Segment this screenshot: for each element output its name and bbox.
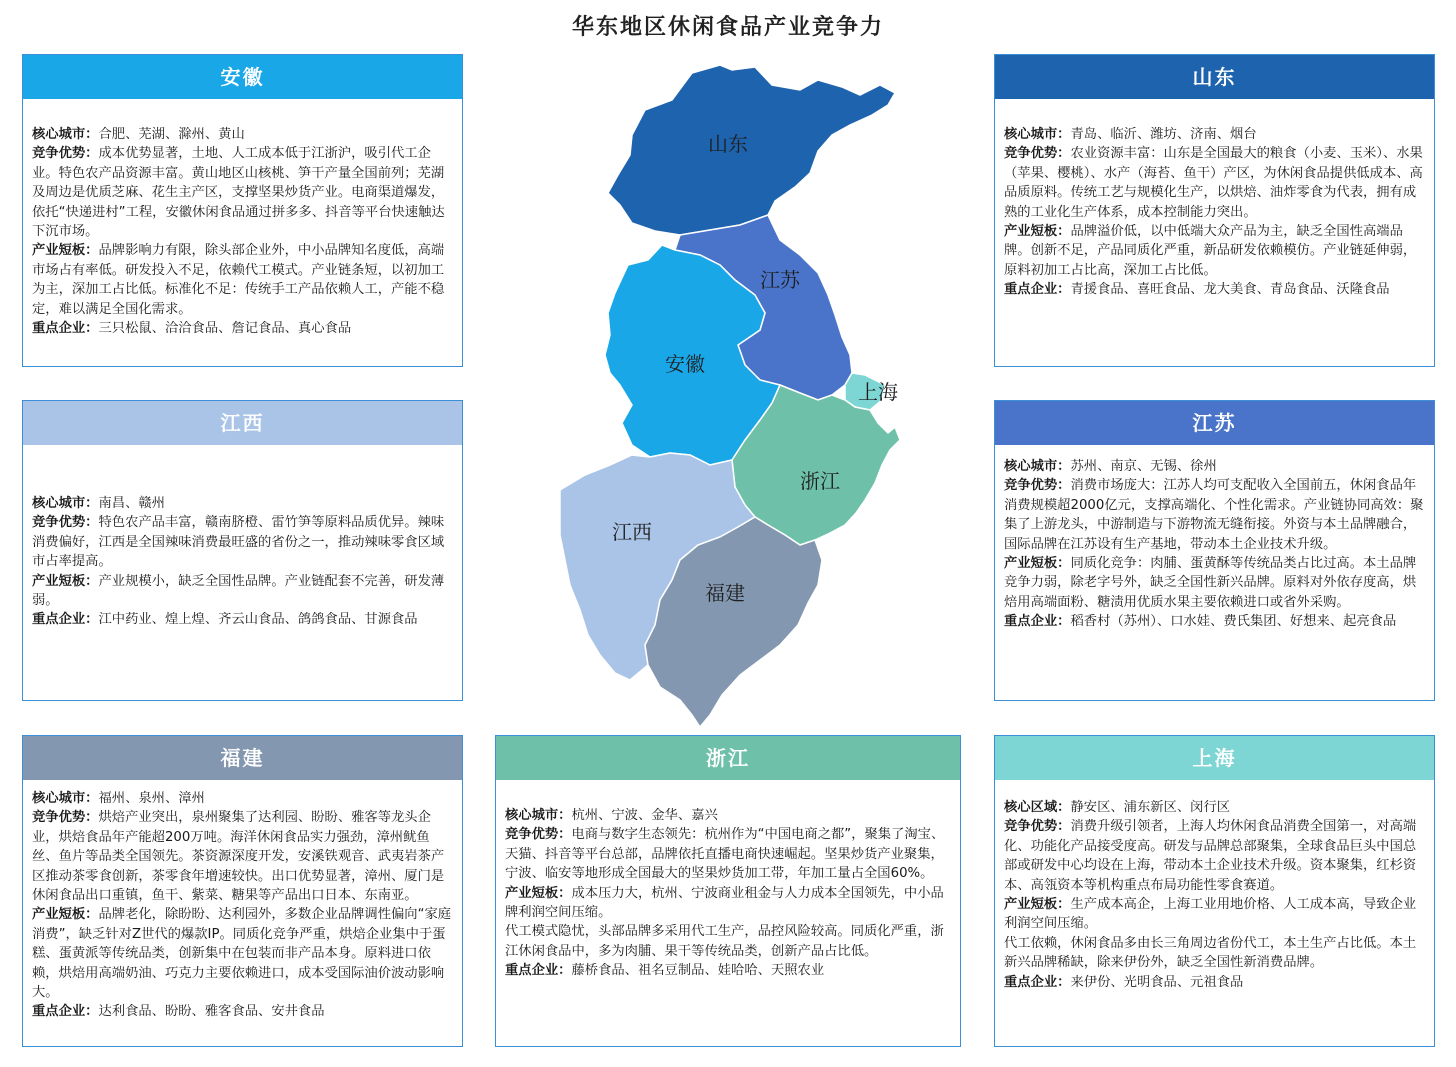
map-label-zhejiang: 浙江: [800, 469, 840, 493]
panel-anhui-header: 安徽: [23, 55, 462, 99]
weakness-text: 成本压力大，杭州、宁波商业租金与人力成本全国领先，中小品牌利润空间压缩。: [505, 885, 944, 921]
panel-shanghai-body: [995, 780, 1434, 992]
panel-zhejiang: [495, 735, 961, 1047]
core-city-label: 核心城市：: [1004, 459, 1071, 474]
advantage-label: 竞争优势：: [32, 810, 99, 826]
advantage-text: 农业资源丰富：山东是全国最大的粮食（小麦、玉米）、水果（苹果、樱桃）、水产（海苔、鱼干）产区，为休闲食品提供低成本、高品质原料。传统工艺与规模化生产，以烘焙、油炸零食为代表，拥有成熟的工业化生产体系，成本控制能力突出。: [1004, 146, 1423, 220]
panel-jiangsu-body: [995, 445, 1434, 632]
weakness-label: 产业短板：: [32, 907, 99, 923]
advantage-text: 成本优势显著，土地、人工成本低于江浙沪，吸引代工企业。特色农产品资源丰富。黄山地区山核桃、笋干产量全国前列；芜湖及周边是优质芝麻、花生主产区，支撑坚果炒货产业。电商渠道爆发，依托“快递进村”工程，安徽休闲食品通过拼多多、抖音等平台快速触达下沉市场。: [32, 146, 445, 240]
weakness-text: 品牌老化，除盼盼、达利园外，多数企业品牌调性偏向“家庭消费”，缺乏针对Z世代的爆款IP。同质化竞争严重，烘焙企业集中于蛋糕、蛋黄派等传统品类，创新集中在包装而非产品本身。原料进口依赖，烘焙用高端奶油、巧克力主要依赖进口，成本受国际油价波动影响大。: [32, 907, 452, 1001]
advantage-text: 特色农产品丰富，赣南脐橙、雷竹笋等原料品质优异。辣味消费偏好，江西是全国辣味消费最旺盛的省份之一，推动辣味零食区域市占率提高。: [32, 515, 445, 570]
advantage-text: 电商与数字生态领先：杭州作为“中国电商之都”，聚集了淘宝、天猫、抖音等平台总部，品牌依托直播电商快速崛起。坚果炒货产业聚集，宁波、临安等地形成全国最大的坚果炒货加工带，年加工量占全国60%。: [505, 827, 945, 882]
panel-shandong-body: [995, 99, 1434, 300]
enterprise-text: 青援食品、喜旺食品、龙大美食、青岛食品、沃隆食品: [1070, 282, 1390, 298]
core-city-label: 核心城市：: [505, 808, 572, 823]
advantage-label: 竞争优势：: [1004, 146, 1071, 162]
panel-shandong-header: 山东: [995, 55, 1434, 99]
advantage-label: 竞争优势：: [1004, 478, 1071, 494]
map-label-jiangxi: 江西: [612, 520, 652, 544]
weakness-label: 产业短板：: [32, 573, 99, 589]
core-area-text: 静安区、浦东新区、闵行区: [1070, 800, 1231, 815]
core-city-label: 核心城市：: [32, 127, 99, 142]
enterprise-label: 重点企业：: [1004, 974, 1071, 990]
core-city-text: 福州、泉州、漳州: [98, 791, 205, 806]
enterprise-text: 藤桥食品、祖名豆制品、娃哈哈、天照农业: [571, 963, 825, 979]
panel-shanghai-header: 上海: [995, 736, 1434, 780]
map-label-fujian: 福建: [705, 581, 745, 605]
core-city-text: 杭州、宁波、金华、嘉兴: [571, 808, 718, 823]
panel-jiangxi-body: [23, 445, 462, 630]
advantage-text: 消费市场庞大：江苏人均可支配收入全国前五，休闲食品年消费规模超2000亿元，支撑高端化、个性化需求。产业链协同高效：聚集了上游龙头，中游制造与下游物流无缝衔接。外资与本土品牌融合，国际品牌在江苏设有生产基地，带动本土企业技术升级。: [1004, 478, 1424, 552]
enterprise-text: 达利食品、盼盼、雅客食品、安井食品: [98, 1004, 325, 1020]
region-shandong: [608, 65, 895, 235]
map-label-jiangsu: 江苏: [760, 268, 800, 292]
enterprise-text: 稻香村（苏州）、口水娃、费氏集团、好想来、起亮食品: [1070, 614, 1397, 630]
panel-shandong: [994, 54, 1435, 367]
panel-zhejiang-header: 浙江: [496, 736, 960, 780]
weakness-text: 品牌溢价低，以中低端大众产品为主，缺乏全国性高端品牌。创新不足，产品同质化严重，新品研发依赖模仿。产业链延伸弱，原料初加工占比高，深加工占比低。: [1004, 224, 1417, 278]
weakness-label: 产业短板：: [505, 885, 572, 901]
core-city-label: 核心城市：: [32, 496, 99, 511]
panel-jiangxi-header: 江西: [23, 401, 462, 445]
core-city-text: 青岛、临沂、潍坊、济南、烟台: [1070, 127, 1257, 142]
enterprise-text: 来伊份、光明食品、元祖食品: [1070, 974, 1244, 990]
weakness-text-2: 代工依赖，休闲食品多由长三角周边省份代工，本土生产占比低。本土新兴品牌稀缺，除来伊份外，缺乏全国性新消费品牌。: [1004, 935, 1417, 971]
weakness-label: 产业短板：: [1004, 556, 1071, 572]
core-city-label: 核心城市：: [1004, 127, 1071, 142]
panel-jiangxi: [22, 400, 463, 701]
core-city-label: 核心城市：: [32, 791, 99, 806]
page-title: 华东地区休闲食品产业竞争力: [571, 15, 884, 40]
map-label-shanghai: 上海: [858, 380, 898, 404]
panel-fujian-body: [23, 780, 462, 1022]
advantage-label: 竞争优势：: [1004, 819, 1071, 835]
east-china-map: [560, 55, 940, 735]
enterprise-label: 重点企业：: [1004, 614, 1071, 630]
weakness-text: 同质化竞争：肉脯、蛋黄酥等传统品类占比过高。本土品牌竞争力弱，除老字号外，缺乏全国性新兴品牌。原料对外依存度高，烘焙用高端面粉、糖渍用优质水果主要依赖进口或省外采购。: [1004, 556, 1417, 610]
panel-fujian: [22, 735, 463, 1047]
panel-anhui: [22, 54, 463, 367]
enterprise-text: 江中药业、煌上煌、齐云山食品、鸽鸽食品、甘源食品: [98, 612, 418, 628]
enterprise-label: 重点企业：: [505, 963, 572, 979]
panel-zhejiang-body: [496, 780, 960, 981]
enterprise-text: 三只松鼠、洽洽食品、詹记食品、真心食品: [98, 321, 352, 337]
map-label-anhui: 安徽: [665, 352, 705, 376]
weakness-text: 生产成本高企，上海工业用地价格、人工成本高，导致企业利润空间压缩。: [1004, 897, 1417, 932]
advantage-text: 烘焙产业突出，泉州聚集了达利园、盼盼、雅客等龙头企业，烘焙食品年产能超200万吨。海洋休闲食品实力强劲，漳州鱿鱼丝、鱼片等品类全国领先。茶资源深度开发，安溪铁观音、武夷岩茶产区推动茶零食创新，茶零食年增速较快。出口优势显著，漳州、厦门是休闲食品出口重镇，鱼干、紫菜、糖果等产品出口日本、东南亚。: [32, 810, 445, 904]
advantage-text: 消费升级引领者，上海人均休闲食品消费全国第一，对高端化、功能化产品接受度高。研发与品牌总部聚集，全球食品巨头中国总部或研发中心均设在上海，带动本土企业技术升级。资本聚集，红杉资本、高瓴资本等机构重点布局功能性零食赛道。: [1004, 819, 1417, 893]
enterprise-label: 重点企业：: [32, 612, 99, 628]
weakness-label: 产业短板：: [32, 243, 99, 259]
panel-anhui-body: [23, 99, 462, 338]
weakness-text-2: 代工模式隐忧，头部品牌多采用代工生产，品控风险较高。同质化严重，浙江休闲食品中，多为肉脯、果干等传统品类，创新产品占比低。: [505, 924, 944, 959]
advantage-label: 竞争优势：: [505, 827, 572, 843]
panel-fujian-header: 福建: [23, 736, 462, 780]
enterprise-label: 重点企业：: [32, 1004, 99, 1020]
map-label-shandong: 山东: [708, 132, 748, 156]
core-city-text: 南昌、赣州: [98, 496, 165, 511]
weakness-label: 产业短板：: [1004, 224, 1071, 240]
enterprise-label: 重点企业：: [1004, 282, 1071, 298]
enterprise-label: 重点企业：: [32, 321, 99, 337]
weakness-text: 产业规模小，缺乏全国性品牌。产业链配套不完善，研发薄弱。: [32, 573, 445, 609]
panel-jiangsu: [994, 400, 1435, 701]
core-city-text: 苏州、南京、无锡、徐州: [1070, 459, 1217, 474]
core-city-text: 合肥、芜湖、滁州、黄山: [98, 127, 245, 142]
weakness-text: 品牌影响力有限，除头部企业外，中小品牌知名度低，高端市场占有率低。研发投入不足，依赖代工模式。产业链条短，以初加工为主，深加工占比低。标准化不足：传统手工产品依赖人工，产能不稳定，难以满足全国化需求。: [32, 243, 445, 317]
weakness-label: 产业短板：: [1004, 897, 1071, 913]
panel-jiangsu-header: 江苏: [995, 401, 1434, 445]
panel-shanghai: [994, 735, 1435, 1047]
core-area-label: 核心区域：: [1004, 800, 1071, 815]
advantage-label: 竞争优势：: [32, 146, 99, 162]
advantage-label: 竞争优势：: [32, 515, 99, 531]
